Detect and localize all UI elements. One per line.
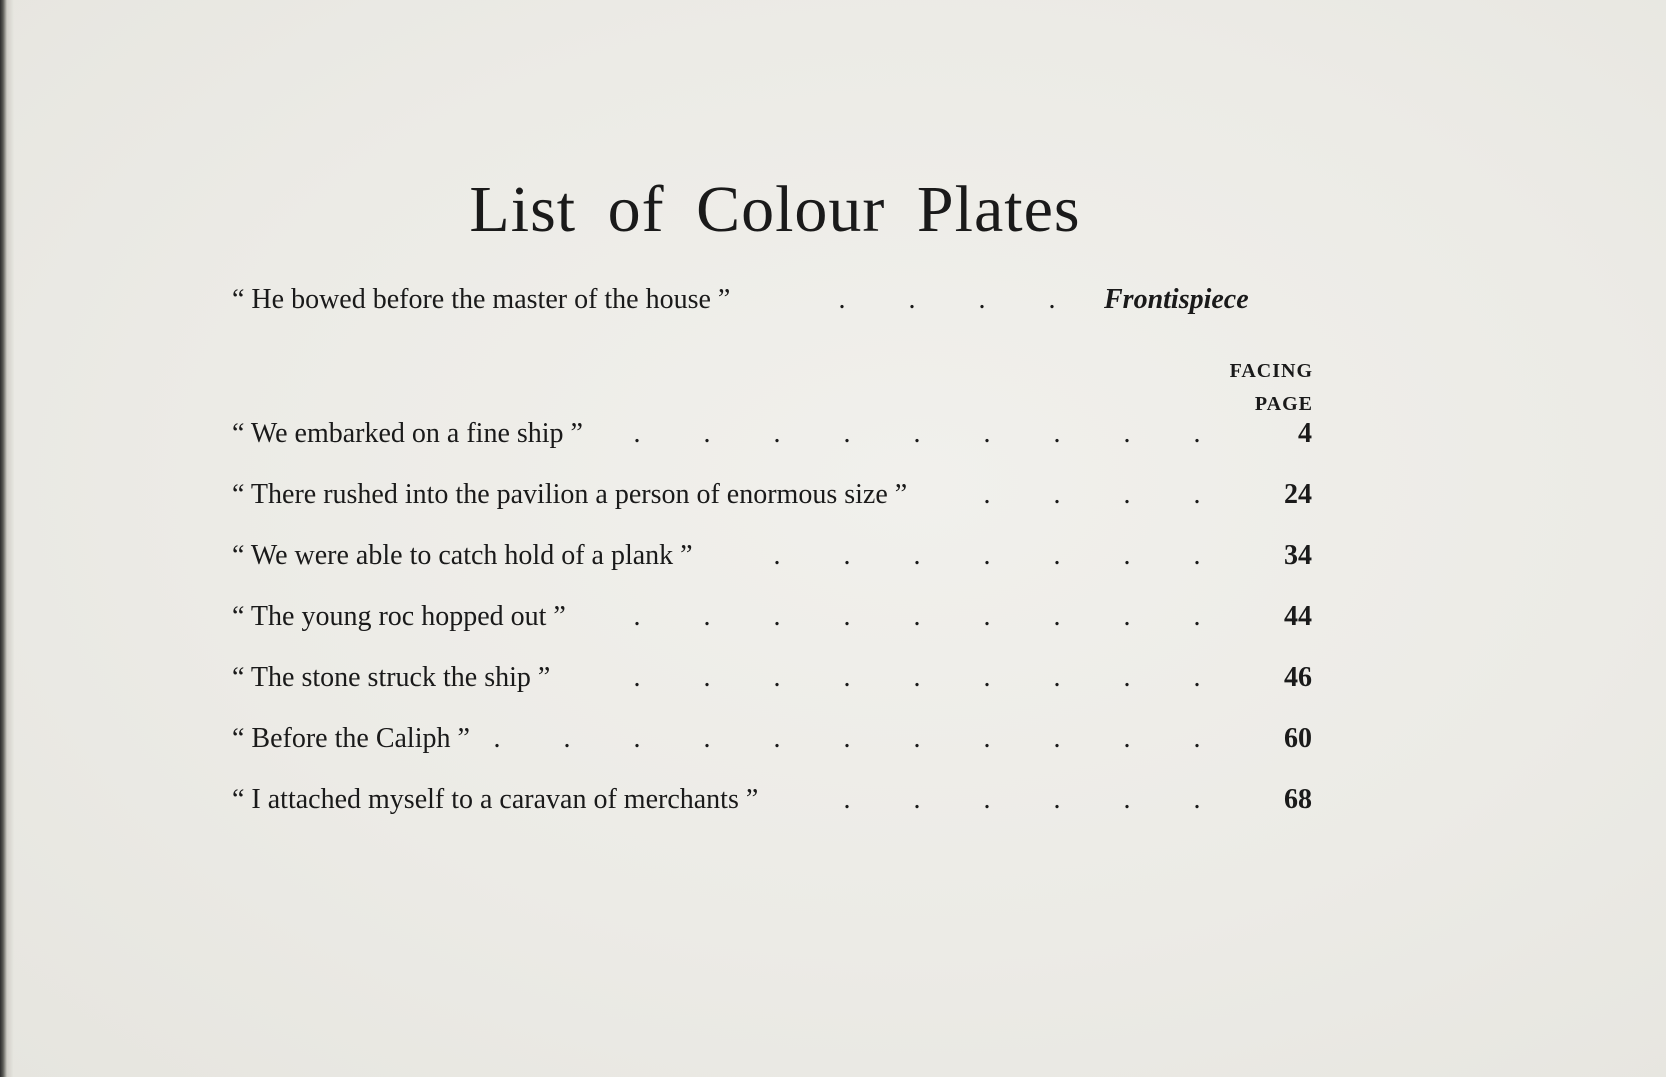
plate-leader: .... (983, 479, 1201, 510)
plate-leader: ....... (773, 540, 1201, 571)
plate-entry (232, 723, 1312, 784)
plate-entry (232, 784, 1312, 845)
plate-caption: “ We embarked on a fine ship ” (232, 418, 583, 449)
facing-header-line1: FACING (1229, 360, 1313, 382)
plate-caption: “ Before the Caliph ” (232, 723, 470, 754)
plate-leader: ......... (633, 601, 1201, 632)
plate-leader: ...... (843, 784, 1201, 815)
facing-header-line2: PAGE (1254, 393, 1313, 415)
plate-entry (232, 540, 1312, 601)
frontispiece-caption: “ He bowed before the master of the house ” (232, 284, 731, 315)
plate-caption: “ The young roc hopped out ” (232, 601, 566, 632)
plate-page-number: 44 (1284, 601, 1312, 632)
plate-caption: “ The stone struck the ship ” (232, 662, 551, 693)
plate-caption: “ There rushed into the pavilion a person of enormous size ” (232, 479, 908, 510)
frontispiece-leader: . . . . (838, 284, 1056, 315)
plate-entry (232, 601, 1312, 662)
plate-entry (232, 418, 1312, 479)
plate-page-number: 34 (1284, 540, 1312, 571)
frontispiece-entry (232, 284, 1312, 324)
plate-page-number: 60 (1284, 723, 1312, 754)
frontispiece-label: Frontispiece (1104, 284, 1249, 315)
page-title: List of Colour Plates (469, 173, 1081, 246)
plate-page-number: 68 (1284, 784, 1312, 815)
plate-caption: “ I attached myself to a caravan of merchants ” (232, 784, 759, 815)
plate-entry (232, 479, 1312, 540)
plate-leader: ......... (633, 418, 1201, 449)
plate-leader: ......... (633, 662, 1201, 693)
facing-page-header (1230, 355, 1313, 421)
plate-caption: “ We were able to catch hold of a plank ” (232, 540, 693, 571)
plates-list (232, 418, 1312, 845)
page-binding-edge (0, 0, 14, 1077)
plate-page-number: 46 (1284, 662, 1312, 693)
plate-leader: ........... (493, 723, 1201, 754)
plate-page-number: 4 (1298, 418, 1312, 449)
plate-entry (232, 662, 1312, 723)
plate-page-number: 24 (1284, 479, 1312, 510)
